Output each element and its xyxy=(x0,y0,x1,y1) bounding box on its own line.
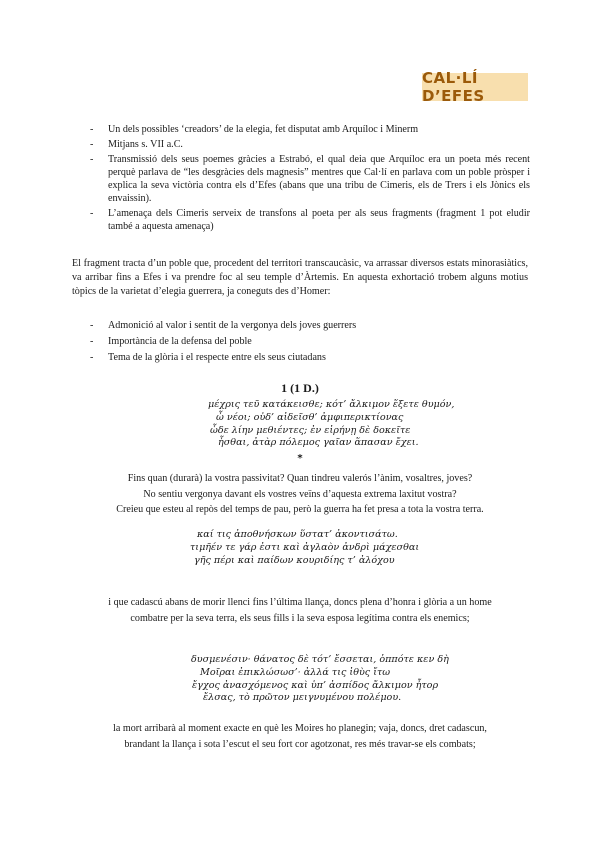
list-item: - Tema de la glòria i el respecte entre els seus ciutadans xyxy=(90,351,530,364)
greek-line: ὦ νέοι; οὐδ’ αἰδεῖσθ’ ἀμφιπερικτίονας xyxy=(216,411,404,423)
list-item: - L’amenaça dels Cimeris serveix de transfons al poeta per als seus fragments (fragment 1 pot eludir també a aquesta amenaça) xyxy=(90,207,530,233)
greek-line: δυσμενέσιν· θάνατος δὲ τότ’ ἔσσεται, ὁππότε κεν δὴ xyxy=(191,654,449,665)
list-item: - Admonició al valor i sentit de la vergonya dels joves guerrers xyxy=(90,319,530,332)
intro-paragraph: El fragment tracta d’un poble que, procedent del territori transcaucàsic, va arrassar diversos estats minorasiàtics, va arribar fins a Efes i va prendre foc al seu temple d’Àrtemis. En aquesta exhortació trobem alguns motius tòpics de la varietat d’elegia guerrera, ja coneguts des d’Homer: xyxy=(72,258,528,297)
asterisk-separator: * xyxy=(297,453,303,464)
translation-line: Creieu que esteu al repòs del temps de pau, però la guerra ha fet presa a tota la vostra terra. xyxy=(116,504,484,516)
greek-line: ἔλσας, τὸ πρῶτον μειγνυμένου πολέμου. xyxy=(203,692,402,704)
translation-line: i que cadascú abans de morir llenci fins l’última llança, doncs plena d’honra i glòria a un home xyxy=(108,597,492,608)
greek-verse-block xyxy=(0,529,600,567)
list-item: - Importància de la defensa del poble xyxy=(90,335,530,348)
greek-line: ἔγχος ἀνασχόμενος καὶ ὑπ’ ἀσπίδος ἄλκιμον ἦτορ xyxy=(192,679,439,691)
greek-verse-block xyxy=(0,654,600,705)
translation-line: la mort arribarà al moment exacte en què les Moires ho planegin; vaja, doncs, dret cadascun, xyxy=(113,723,487,734)
list-item: - Un dels possibles ‘creadors’ de la elegia, fet disputat amb Arquíloc i Minerm xyxy=(90,123,530,136)
greek-line: τιμῆέν τε γάρ ἐστι καὶ ἀγλαὸν ἀνδρὶ μάχεσθαι xyxy=(190,541,420,553)
translation-line: No sentiu vergonya davant els vostres veïns d’aquesta extrema laxitut vostra? xyxy=(143,488,457,500)
translation-block xyxy=(0,471,600,518)
bullet-list-top xyxy=(90,123,530,235)
greek-verse-block xyxy=(0,399,600,450)
bullet-list-themes xyxy=(90,319,530,367)
greek-line: μέχρις τεῦ κατάκεισθε; κότ’ ἄλκιμον ἕξετε θυμόν, xyxy=(208,399,455,410)
header-badge: CAL·LÍ D’EFES xyxy=(422,73,528,101)
translation-line: Fins quan (durarà) la vostra passivitat? Quan tindreu valerós l’ànim, vosaltres, joves? xyxy=(127,473,473,484)
greek-line: ἧσθαι, ἀτὰρ πόλεμος γαῖαν ἅπασαν ἔχει. xyxy=(218,437,419,449)
translation-block xyxy=(0,595,600,626)
list-item: - Transmissió dels seus poemes gràcies a Estrabó, el qual deia que Arquíloc era un poeta més recent perquè parlava de “les desgràcies dels magnesis” mentres que Cal·lí en parlava com un poble pròsper i explica la seva victòria contra els d’Efes (abans que una tribu de Cimeris, els de Trers i els Jònics els envaissin). xyxy=(90,153,530,205)
list-item: - Mitjans s. VII a.C. xyxy=(90,138,530,151)
greek-line: ὧδε λίην μεθιέντες; ἐν εἰρήνῃ δὲ δοκεῖτε xyxy=(210,424,411,436)
greek-line: καί τις ἀποθνήσκων ὕστατ’ ἀκοντισάτω. xyxy=(197,529,398,540)
translation-line: brandant la llança i sota l’escut el seu fort cor agotzonat, res més travar-se els combats; xyxy=(124,738,476,750)
translation-block xyxy=(0,721,600,752)
greek-line: Μοῖραι ἐπικλώσωσ’· ἀλλά τις ἰθὺς ἴτω xyxy=(200,666,391,678)
translation-line: combatre per la seva terra, els seus fills i la seva esposa legítima contra els enemics; xyxy=(130,612,470,624)
greek-line: γῆς πέρι καὶ παίδων κουριδίης τ’ ἀλόχου xyxy=(194,554,395,566)
fragment-title: 1 (1 D.) xyxy=(281,381,319,395)
